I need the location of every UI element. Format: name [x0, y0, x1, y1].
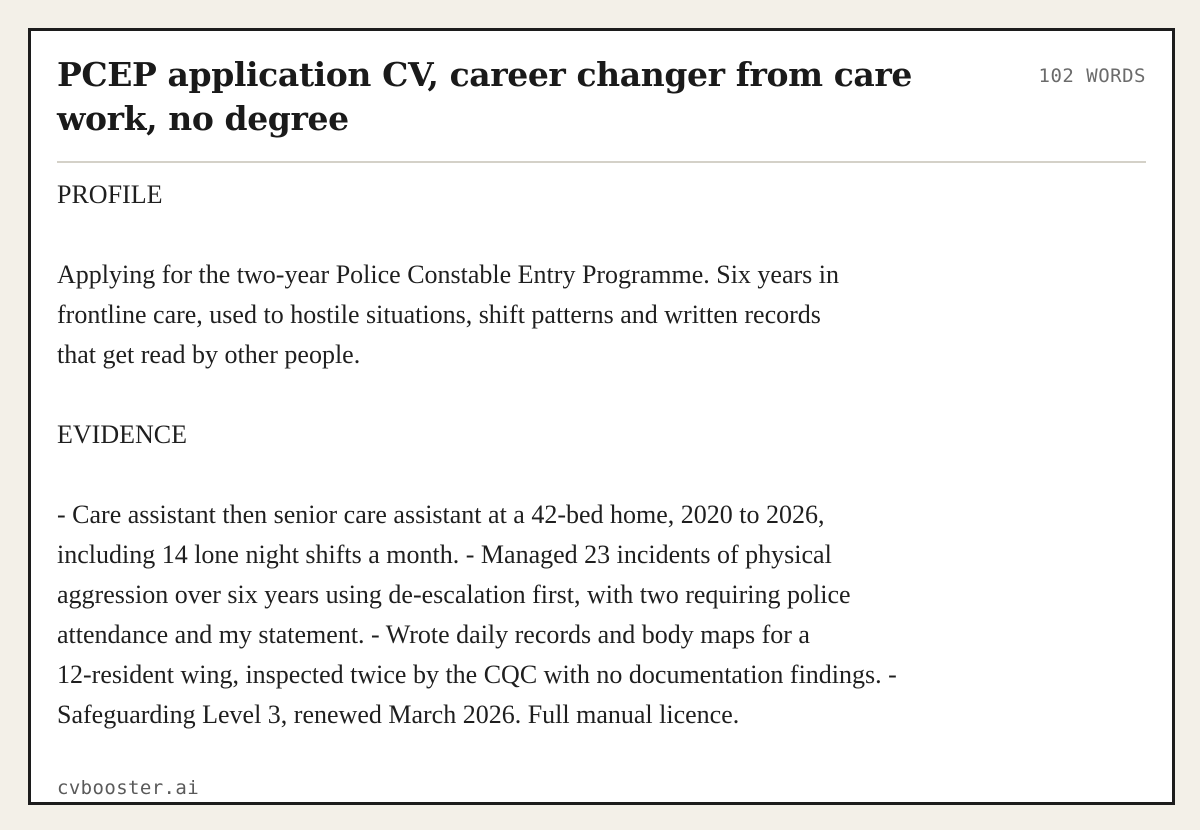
profile-paragraph: Applying for the two-year Police Constable Entry Programme. Six years in frontline care, used to hostile situations, shift patterns and written records that get read by other people. [57, 260, 840, 369]
section-heading-evidence: EVIDENCE [57, 420, 187, 449]
header-divider [57, 161, 1146, 163]
word-count-badge: 102 WORDS [1038, 65, 1146, 87]
document-title: PCEP application CV, career changer from care work, no degree [57, 55, 912, 138]
cv-body [57, 175, 1047, 735]
cv-card [28, 28, 1175, 805]
footer-brand: cvbooster.ai [57, 777, 200, 799]
evidence-paragraph: - Care assistant then senior care assistant at a 42-bed home, 2020 to 2026, including 14 lone night shifts a month. - Managed 23 incidents of physical aggression over six years using de-escalation first, with two requiring police attendance and my statement. - Wrote daily records and body maps for a 12-resident wing, inspected twice by the CQC with no documentation findings. - Safeguarding Level 3, renewed March 2026. Full manual licence. [57, 500, 897, 729]
section-heading-profile: PROFILE [57, 180, 163, 209]
document-header [57, 53, 1146, 161]
